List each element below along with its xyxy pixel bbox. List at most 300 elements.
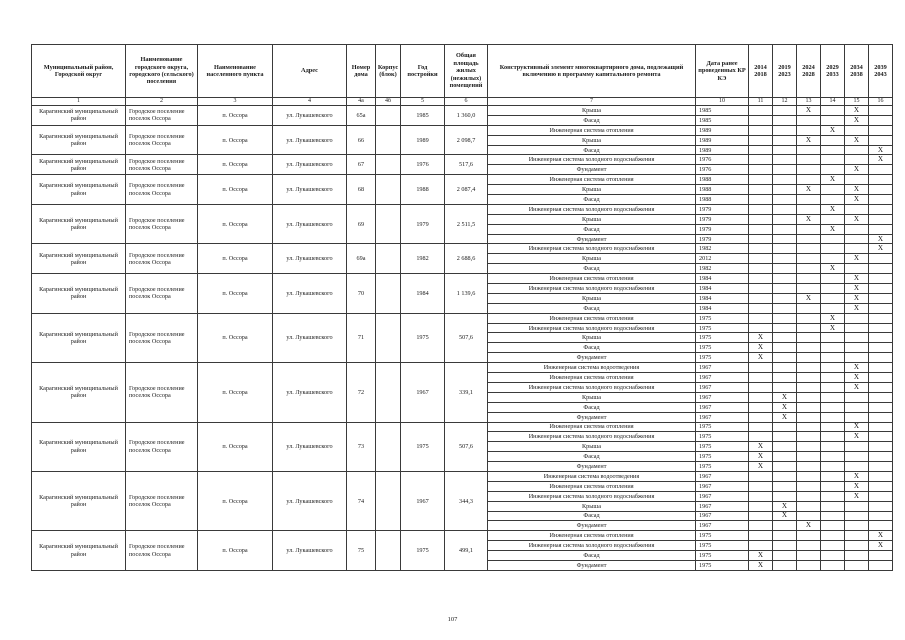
period-mark-cell xyxy=(821,284,845,294)
house-number-cell: 75 xyxy=(347,531,376,571)
period-mark-cell: X xyxy=(845,373,869,383)
period-mark-cell xyxy=(845,452,869,462)
element-cell: Инженерная система отопления xyxy=(488,531,696,541)
period-mark-cell xyxy=(845,175,869,185)
period-mark-cell xyxy=(773,155,797,165)
period-mark-cell xyxy=(869,284,893,294)
period-mark-cell xyxy=(869,254,893,264)
date-prev-cell: 1967 xyxy=(696,363,749,373)
date-prev-cell: 1975 xyxy=(696,323,749,333)
period-mark-cell xyxy=(869,363,893,373)
date-prev-cell: 1976 xyxy=(696,155,749,165)
period-mark-cell xyxy=(749,491,773,501)
period-mark-cell xyxy=(869,165,893,175)
building-cell xyxy=(376,106,401,126)
header-area: Общая площадь жилых (нежилых) помещений xyxy=(445,45,488,98)
period-mark-cell xyxy=(869,491,893,501)
house-number-cell: 74 xyxy=(347,471,376,530)
header-element: Конструктивный элемент многоквартирного дома, подлежащий включению в программу капитального ремонта xyxy=(488,45,696,98)
year-built-cell: 1982 xyxy=(401,244,445,274)
period-mark-cell: X xyxy=(797,293,821,303)
period-mark-cell xyxy=(797,471,821,481)
period-mark-cell xyxy=(749,481,773,491)
period-mark-cell xyxy=(821,541,845,551)
period-mark-cell: X xyxy=(845,115,869,125)
period-mark-cell xyxy=(749,224,773,234)
period-mark-cell xyxy=(773,323,797,333)
header-period: 2034 2038 xyxy=(845,45,869,98)
period-mark-cell xyxy=(749,135,773,145)
period-mark-cell xyxy=(797,551,821,561)
period-mark-cell xyxy=(869,551,893,561)
period-mark-cell: X xyxy=(821,323,845,333)
locality-cell: п. Оссора xyxy=(198,204,273,244)
date-prev-cell: 1984 xyxy=(696,274,749,284)
element-cell: Крыша xyxy=(488,333,696,343)
period-mark-cell xyxy=(749,501,773,511)
street-cell: ул. Лукашевского xyxy=(273,471,347,530)
period-mark-cell xyxy=(869,501,893,511)
period-mark-cell: X xyxy=(821,313,845,323)
table-row xyxy=(32,175,893,185)
period-mark-cell xyxy=(749,204,773,214)
element-cell: Инженерная система водоотведения xyxy=(488,471,696,481)
period-mark-cell xyxy=(749,471,773,481)
area-cell: 2 511,5 xyxy=(445,204,488,244)
date-prev-cell: 1989 xyxy=(696,145,749,155)
period-mark-cell xyxy=(749,254,773,264)
date-prev-cell: 1975 xyxy=(696,541,749,551)
period-mark-cell xyxy=(773,313,797,323)
period-mark-cell xyxy=(845,264,869,274)
period-mark-cell xyxy=(821,343,845,353)
period-mark-cell xyxy=(845,442,869,452)
street-cell: ул. Лукашевского xyxy=(273,422,347,471)
element-cell: Фасад xyxy=(488,145,696,155)
element-cell: Инженерная система холодного водоснабжения xyxy=(488,491,696,501)
settlement-cell: Городское поселение поселок Оссора xyxy=(126,204,198,244)
date-prev-cell: 1988 xyxy=(696,185,749,195)
period-mark-cell: X xyxy=(821,204,845,214)
table-row xyxy=(32,531,893,541)
period-mark-cell xyxy=(797,165,821,175)
settlement-cell: Городское поселение поселок Оссора xyxy=(126,274,198,314)
period-mark-cell xyxy=(845,521,869,531)
period-mark-cell xyxy=(749,363,773,373)
element-cell: Инженерная система отопления xyxy=(488,481,696,491)
period-mark-cell xyxy=(749,264,773,274)
locality-cell: п. Оссора xyxy=(198,155,273,175)
house-number-cell: 68 xyxy=(347,175,376,205)
period-mark-cell: X xyxy=(845,471,869,481)
street-cell: ул. Лукашевского xyxy=(273,125,347,155)
period-mark-cell: X xyxy=(797,185,821,195)
area-cell: 499,1 xyxy=(445,531,488,571)
period-mark-cell xyxy=(797,481,821,491)
period-mark-cell xyxy=(797,353,821,363)
period-mark-cell xyxy=(845,501,869,511)
period-mark-cell xyxy=(773,521,797,531)
header-period: 2019 2023 xyxy=(773,45,797,98)
period-mark-cell xyxy=(821,392,845,402)
period-mark-cell: X xyxy=(845,432,869,442)
district-cell: Карагинский муниципальный район xyxy=(32,422,126,471)
period-mark-cell xyxy=(797,284,821,294)
period-mark-cell xyxy=(797,274,821,284)
period-mark-cell xyxy=(821,155,845,165)
element-cell: Инженерная система холодного водоснабжения xyxy=(488,204,696,214)
period-mark-cell: X xyxy=(845,382,869,392)
period-mark-cell xyxy=(749,432,773,442)
date-prev-cell: 1967 xyxy=(696,521,749,531)
settlement-cell: Городское поселение поселок Оссора xyxy=(126,471,198,530)
period-mark-cell: X xyxy=(845,363,869,373)
period-mark-cell xyxy=(821,274,845,284)
period-mark-cell xyxy=(821,402,845,412)
element-cell: Инженерная система отопления xyxy=(488,422,696,432)
period-mark-cell xyxy=(869,264,893,274)
date-prev-cell: 1975 xyxy=(696,551,749,561)
period-mark-cell xyxy=(821,373,845,383)
period-mark-cell xyxy=(869,135,893,145)
table-row xyxy=(32,363,893,373)
period-mark-cell: X xyxy=(749,462,773,472)
element-cell: Крыша xyxy=(488,254,696,264)
period-mark-cell xyxy=(773,491,797,501)
date-prev-cell: 1979 xyxy=(696,214,749,224)
date-prev-cell: 1967 xyxy=(696,373,749,383)
period-mark-cell xyxy=(797,204,821,214)
period-mark-cell xyxy=(797,382,821,392)
column-number: 7 xyxy=(488,98,696,106)
period-mark-cell xyxy=(797,303,821,313)
period-mark-cell xyxy=(773,264,797,274)
column-number: 6 xyxy=(445,98,488,106)
element-cell: Инженерная система отопления xyxy=(488,274,696,284)
date-prev-cell: 1967 xyxy=(696,402,749,412)
period-mark-cell xyxy=(845,125,869,135)
district-cell: Карагинский муниципальный район xyxy=(32,274,126,314)
date-prev-cell: 1975 xyxy=(696,343,749,353)
period-mark-cell xyxy=(797,531,821,541)
period-mark-cell xyxy=(749,165,773,175)
year-built-cell: 1975 xyxy=(401,531,445,571)
period-mark-cell xyxy=(749,373,773,383)
column-number: 5 xyxy=(401,98,445,106)
date-prev-cell: 1975 xyxy=(696,432,749,442)
street-cell: ул. Лукашевского xyxy=(273,531,347,571)
period-mark-cell xyxy=(845,462,869,472)
period-mark-cell xyxy=(797,155,821,165)
period-mark-cell: X xyxy=(749,343,773,353)
element-cell: Фундамент xyxy=(488,165,696,175)
element-cell: Фасад xyxy=(488,511,696,521)
settlement-cell: Городское поселение поселок Оссора xyxy=(126,531,198,571)
period-mark-cell xyxy=(749,284,773,294)
date-prev-cell: 1967 xyxy=(696,471,749,481)
column-number: 15 xyxy=(845,98,869,106)
period-mark-cell xyxy=(845,323,869,333)
period-mark-cell: X xyxy=(821,125,845,135)
header-district: Муниципальный район, Городской округ xyxy=(32,45,126,98)
period-mark-cell xyxy=(869,106,893,116)
period-mark-cell xyxy=(773,234,797,244)
date-prev-cell: 1967 xyxy=(696,392,749,402)
period-mark-cell xyxy=(869,115,893,125)
period-mark-cell xyxy=(797,442,821,452)
period-mark-cell xyxy=(821,491,845,501)
table-row xyxy=(32,313,893,323)
period-mark-cell xyxy=(821,531,845,541)
period-mark-cell xyxy=(797,254,821,264)
period-mark-cell: X xyxy=(869,155,893,165)
period-mark-cell: X xyxy=(749,442,773,452)
period-mark-cell xyxy=(749,214,773,224)
period-mark-cell xyxy=(821,195,845,205)
house-number-cell: 65а xyxy=(347,106,376,126)
element-cell: Фасад xyxy=(488,115,696,125)
period-mark-cell xyxy=(797,313,821,323)
period-mark-cell xyxy=(821,412,845,422)
district-cell: Карагинский муниципальный район xyxy=(32,155,126,175)
district-cell: Карагинский муниципальный район xyxy=(32,106,126,126)
header-date-prev: Дата ранее проведенных КР КЭ xyxy=(696,45,749,98)
date-prev-cell: 1967 xyxy=(696,382,749,392)
building-cell xyxy=(376,155,401,175)
element-cell: Фасад xyxy=(488,264,696,274)
period-mark-cell xyxy=(773,135,797,145)
period-mark-cell xyxy=(749,195,773,205)
district-cell: Карагинский муниципальный район xyxy=(32,204,126,244)
period-mark-cell xyxy=(773,145,797,155)
period-mark-cell xyxy=(845,551,869,561)
period-mark-cell xyxy=(749,234,773,244)
period-mark-cell: X xyxy=(773,402,797,412)
period-mark-cell xyxy=(869,323,893,333)
period-mark-cell xyxy=(749,106,773,116)
house-number-cell: 70 xyxy=(347,274,376,314)
period-mark-cell xyxy=(845,511,869,521)
house-number-cell: 73 xyxy=(347,422,376,471)
settlement-cell: Городское поселение поселок Оссора xyxy=(126,422,198,471)
period-mark-cell xyxy=(821,382,845,392)
header-period: 2024 2028 xyxy=(797,45,821,98)
period-mark-cell xyxy=(773,363,797,373)
table-row xyxy=(32,274,893,284)
district-cell: Карагинский муниципальный район xyxy=(32,363,126,422)
house-number-cell: 69 xyxy=(347,204,376,244)
period-mark-cell xyxy=(797,343,821,353)
period-mark-cell: X xyxy=(821,175,845,185)
period-mark-cell xyxy=(869,274,893,284)
element-cell: Крыша xyxy=(488,214,696,224)
period-mark-cell xyxy=(869,303,893,313)
period-mark-cell xyxy=(869,392,893,402)
street-cell: ул. Лукашевского xyxy=(273,175,347,205)
period-mark-cell xyxy=(869,560,893,570)
settlement-cell: Городское поселение поселок Оссора xyxy=(126,313,198,362)
period-mark-cell xyxy=(773,125,797,135)
period-mark-cell xyxy=(797,224,821,234)
date-prev-cell: 1982 xyxy=(696,264,749,274)
building-cell xyxy=(376,471,401,530)
element-cell: Фундамент xyxy=(488,412,696,422)
period-mark-cell xyxy=(773,382,797,392)
period-mark-cell xyxy=(869,185,893,195)
period-mark-cell xyxy=(797,432,821,442)
date-prev-cell: 1967 xyxy=(696,501,749,511)
area-cell: 339,1 xyxy=(445,363,488,422)
period-mark-cell: X xyxy=(869,531,893,541)
period-mark-cell xyxy=(821,422,845,432)
date-prev-cell: 1985 xyxy=(696,115,749,125)
district-cell: Карагинский муниципальный район xyxy=(32,313,126,362)
district-cell: Карагинский муниципальный район xyxy=(32,175,126,205)
column-number: 16 xyxy=(869,98,893,106)
period-mark-cell xyxy=(749,293,773,303)
period-mark-cell: X xyxy=(845,284,869,294)
header-period: 2014 2018 xyxy=(749,45,773,98)
period-mark-cell xyxy=(821,481,845,491)
element-cell: Фундамент xyxy=(488,462,696,472)
street-cell: ул. Лукашевского xyxy=(273,204,347,244)
period-mark-cell xyxy=(845,204,869,214)
year-built-cell: 1975 xyxy=(401,313,445,362)
period-mark-cell xyxy=(845,343,869,353)
district-cell: Карагинский муниципальный район xyxy=(32,531,126,571)
column-number-row xyxy=(32,98,893,106)
period-mark-cell: X xyxy=(749,551,773,561)
settlement-cell: Городское поселение поселок Оссора xyxy=(126,155,198,175)
period-mark-cell xyxy=(749,115,773,125)
date-prev-cell: 1975 xyxy=(696,531,749,541)
element-cell: Инженерная система холодного водоснабжения xyxy=(488,244,696,254)
house-number-cell: 66 xyxy=(347,125,376,155)
period-mark-cell xyxy=(773,175,797,185)
period-mark-cell xyxy=(773,531,797,541)
period-mark-cell: X xyxy=(845,254,869,264)
building-cell xyxy=(376,125,401,155)
element-cell: Крыша xyxy=(488,293,696,303)
element-cell: Фундамент xyxy=(488,353,696,363)
column-number: 12 xyxy=(773,98,797,106)
area-cell: 1 360,0 xyxy=(445,106,488,126)
period-mark-cell xyxy=(845,412,869,422)
period-mark-cell: X xyxy=(869,145,893,155)
period-mark-cell xyxy=(773,481,797,491)
header-row xyxy=(32,45,893,98)
period-mark-cell xyxy=(773,165,797,175)
date-prev-cell: 1984 xyxy=(696,284,749,294)
year-built-cell: 1967 xyxy=(401,363,445,422)
period-mark-cell xyxy=(869,175,893,185)
area-cell: 517,6 xyxy=(445,155,488,175)
area-cell: 2 688,6 xyxy=(445,244,488,274)
area-cell: 344,3 xyxy=(445,471,488,530)
period-mark-cell xyxy=(821,214,845,224)
period-mark-cell xyxy=(749,244,773,254)
period-mark-cell xyxy=(821,432,845,442)
area-cell: 507,6 xyxy=(445,313,488,362)
period-mark-cell: X xyxy=(797,106,821,116)
element-cell: Инженерная система холодного водоснабжения xyxy=(488,284,696,294)
element-cell: Фундамент xyxy=(488,521,696,531)
street-cell: ул. Лукашевского xyxy=(273,155,347,175)
period-mark-cell xyxy=(749,274,773,284)
header-building: Корпус (блок) xyxy=(376,45,401,98)
building-cell xyxy=(376,313,401,362)
building-cell xyxy=(376,531,401,571)
period-mark-cell xyxy=(869,511,893,521)
date-prev-cell: 1967 xyxy=(696,511,749,521)
period-mark-cell xyxy=(749,125,773,135)
year-built-cell: 1984 xyxy=(401,274,445,314)
period-mark-cell xyxy=(797,511,821,521)
period-mark-cell: X xyxy=(773,511,797,521)
period-mark-cell: X xyxy=(869,244,893,254)
period-mark-cell: X xyxy=(845,195,869,205)
period-mark-cell xyxy=(869,442,893,452)
period-mark-cell xyxy=(749,313,773,323)
period-mark-cell xyxy=(773,195,797,205)
period-mark-cell xyxy=(749,185,773,195)
column-number: 13 xyxy=(797,98,821,106)
period-mark-cell xyxy=(869,214,893,224)
locality-cell: п. Оссора xyxy=(198,106,273,126)
period-mark-cell xyxy=(797,491,821,501)
element-cell: Инженерная система холодного водоснабжения xyxy=(488,382,696,392)
column-number: 4 xyxy=(273,98,347,106)
period-mark-cell xyxy=(797,244,821,254)
header-locality: Наименование населенного пункта xyxy=(198,45,273,98)
date-prev-cell: 2012 xyxy=(696,254,749,264)
period-mark-cell xyxy=(821,551,845,561)
date-prev-cell: 1975 xyxy=(696,422,749,432)
period-mark-cell xyxy=(797,422,821,432)
period-mark-cell xyxy=(749,402,773,412)
building-cell xyxy=(376,363,401,422)
period-mark-cell xyxy=(797,195,821,205)
date-prev-cell: 1975 xyxy=(696,462,749,472)
period-mark-cell xyxy=(821,452,845,462)
period-mark-cell: X xyxy=(845,274,869,284)
period-mark-cell xyxy=(797,452,821,462)
period-mark-cell xyxy=(869,422,893,432)
period-mark-cell: X xyxy=(845,185,869,195)
period-mark-cell xyxy=(821,165,845,175)
element-cell: Крыша xyxy=(488,392,696,402)
period-mark-cell xyxy=(797,323,821,333)
period-mark-cell xyxy=(797,333,821,343)
date-prev-cell: 1988 xyxy=(696,195,749,205)
table-row xyxy=(32,422,893,432)
house-number-cell: 67 xyxy=(347,155,376,175)
period-mark-cell xyxy=(821,363,845,373)
table-row xyxy=(32,125,893,135)
locality-cell: п. Оссора xyxy=(198,363,273,422)
period-mark-cell xyxy=(869,402,893,412)
period-mark-cell: X xyxy=(749,333,773,343)
header-settlement: Наименование городского округа, городского (сельского) поселения xyxy=(126,45,198,98)
element-cell: Инженерная система холодного водоснабжения xyxy=(488,323,696,333)
street-cell: ул. Лукашевского xyxy=(273,313,347,362)
street-cell: ул. Лукашевского xyxy=(273,106,347,126)
element-cell: Фасад xyxy=(488,224,696,234)
period-mark-cell xyxy=(869,333,893,343)
area-cell: 2 098,7 xyxy=(445,125,488,155)
period-mark-cell xyxy=(773,303,797,313)
period-mark-cell: X xyxy=(797,135,821,145)
